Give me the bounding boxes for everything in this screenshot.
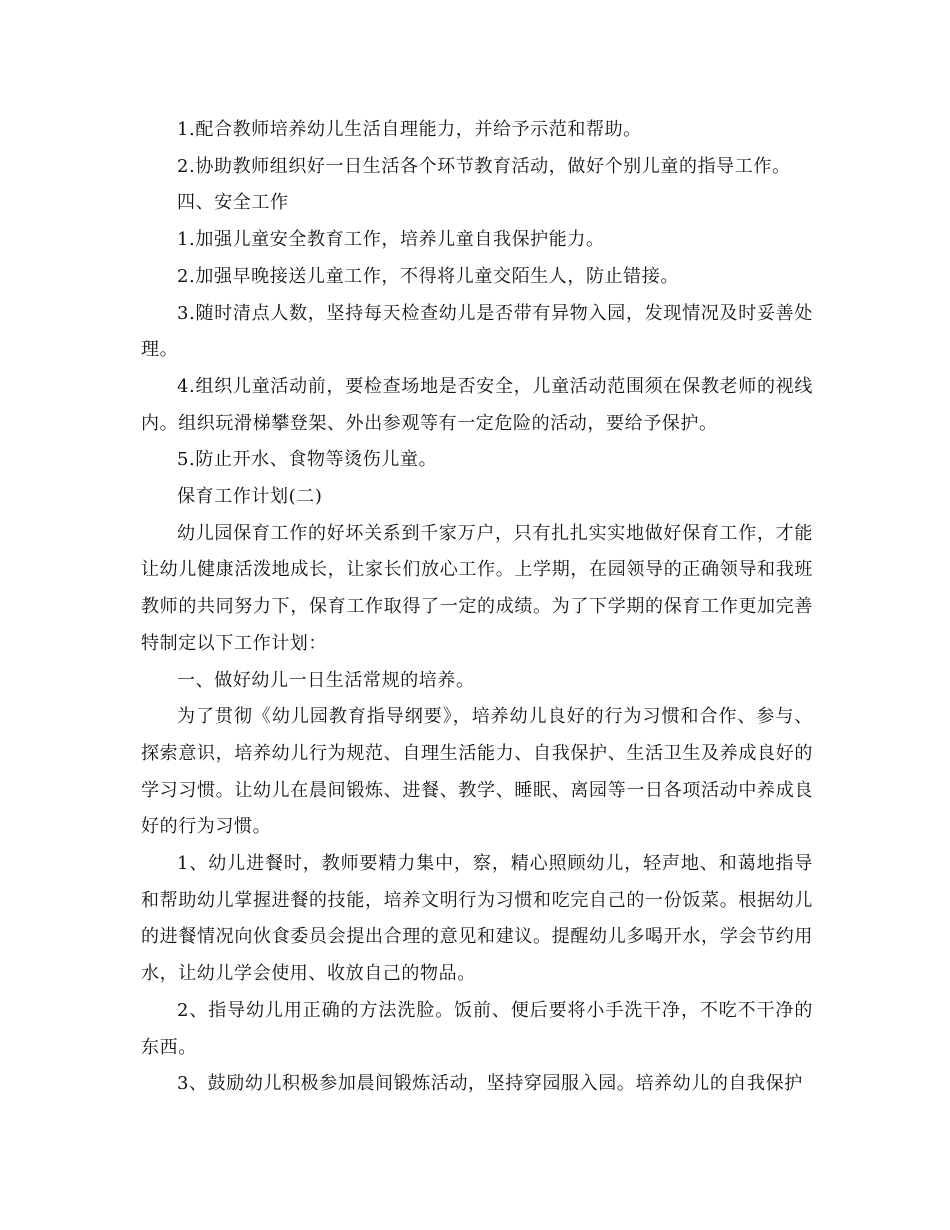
paragraph-safety-1: 1.加强儿童安全教育工作，培养儿童自我保护能力。 bbox=[177, 229, 605, 251]
paragraph-care-2: 2.协助教师组织好一日生活各个环节教育活动，做好个别儿童的指导工作。 bbox=[177, 155, 791, 177]
paragraph-routine-goal: 为了贯彻《幼儿园教育指导纲要》，培养幼儿良好的行为习惯和合作、参与、探索意识，培养幼儿行为规范、自理生活能力、自我保护、生活卫生及养成良好的学习习惯。让幼儿在晨间锻炼、进餐、教学、睡眠、离园等一日各项活动中养成良好的行为习惯。 bbox=[141, 706, 813, 838]
section-heading-safety: 四、安全工作 bbox=[177, 192, 289, 214]
paragraph-safety-5: 5.防止开水、食物等烫伤儿童。 bbox=[177, 449, 438, 471]
paragraph-care-1: 1.配合教师培养幼儿生活自理能力，并给予示范和帮助。 bbox=[177, 119, 642, 140]
plan-title: 保育工作计划(二) bbox=[177, 486, 323, 508]
paragraph-safety-4: 4.组织儿童活动前，要检查场地是否安全，儿童活动范围须在保教老师的视线内。组织玩滑梯攀登架、外出参观等有一定危险的活动，要给予保护。 bbox=[141, 375, 813, 434]
document-body bbox=[141, 112, 813, 1103]
paragraph-safety-2: 2.加强早晚接送儿童工作，不得将儿童交陌生人，防止错接。 bbox=[177, 265, 679, 287]
paragraph-meal: 1、幼儿进餐时，教师要精力集中，察，精心照顾幼儿，轻声地、和蔼地指导和帮助幼儿掌握进餐的技能，培养文明行为习惯和吃完自己的一份饭菜。根据幼儿的进餐情况向伙食委员会提出合理的意见和建议。提醒幼儿多喝开水，学会节约用水，让幼儿学会使用、收放自己的物品。 bbox=[141, 853, 813, 985]
paragraph-washing: 2、指导幼儿用正确的方法洗脸。饭前、便后要将小手洗干净，不吃不干净的东西。 bbox=[141, 999, 813, 1058]
paragraph-safety-3: 3.随时清点人数，坚持每天检查幼儿是否带有异物入园，发现情况及时妥善处理。 bbox=[141, 302, 813, 361]
paragraph-intro: 幼儿园保育工作的好坏关系到千家万户，只有扎扎实实地做好保育工作，才能让幼儿健康活泼地成长，让家长们放心工作。上学期，在园领导的正确领导和我班教师的共同努力下，保育工作取得了一定的成绩。为了下学期的保育工作更加完善特制定以下工作计划： bbox=[141, 522, 813, 654]
section-heading-routine: 一、做好幼儿一日生活常规的培养。 bbox=[177, 669, 475, 691]
paragraph-exercise: 3、鼓励幼儿积极参加晨间锻炼活动，坚持穿园服入园。培养幼儿的自我保护 bbox=[177, 1073, 803, 1095]
